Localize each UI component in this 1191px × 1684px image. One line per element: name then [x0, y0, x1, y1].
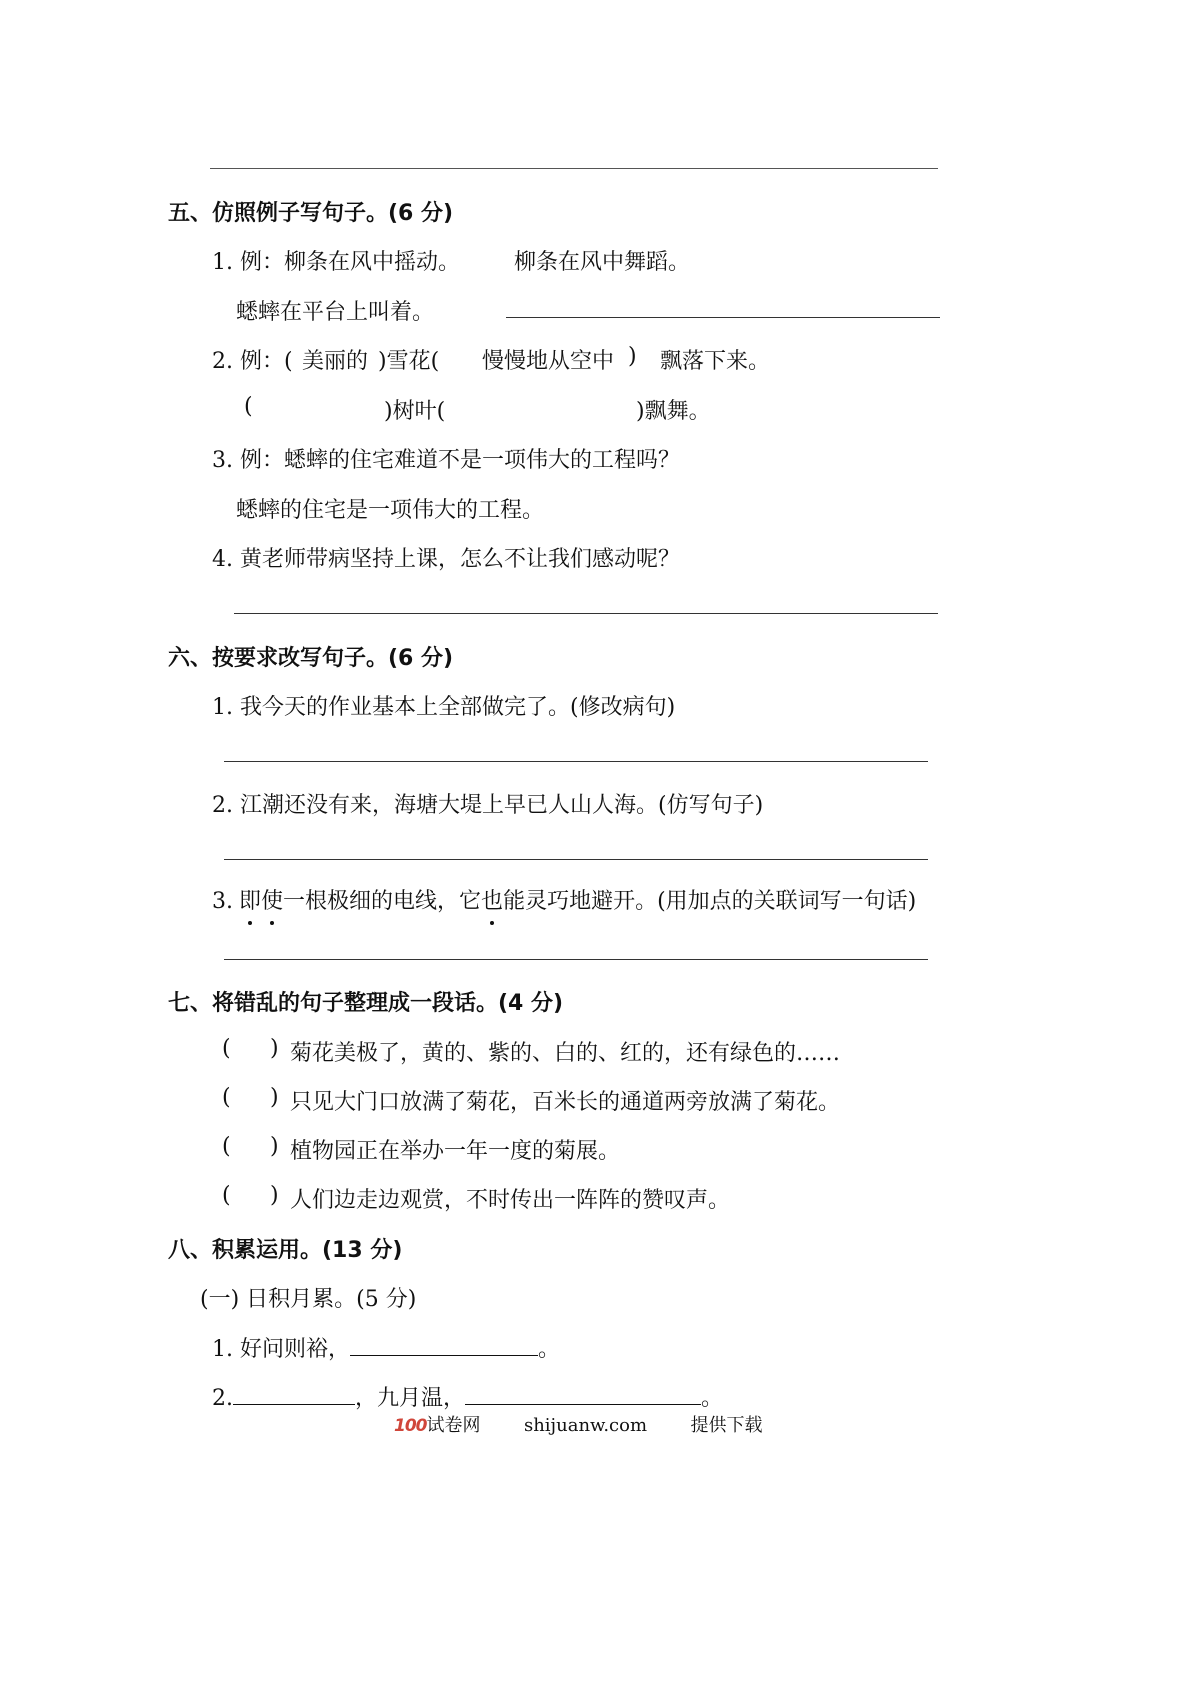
s5-q1-example-a: 1. 例：柳条在风中摇动。	[212, 250, 460, 275]
section7-title: 七、将错乱的句子整理成一段话。(4 分)	[168, 991, 564, 1016]
s8-q2-blank-2[interactable]	[465, 1384, 701, 1405]
section5-title: 五、仿照例子写句子。(6 分)	[168, 201, 454, 226]
s7-item-4-text: 人们边走边观赏，不时传出一阵阵的赞叹声。	[290, 1188, 731, 1213]
s5-q2-example-d: 慢慢地从空中	[482, 349, 615, 374]
s5-q1-example-b: 柳条在风中舞蹈。	[514, 250, 691, 275]
s8-q1	[212, 1332, 560, 1363]
s8-q2-mid: ，九月温，	[355, 1386, 466, 1411]
s5-q3-answer: 蟋蟀的住宅是一项伟大的工程。	[236, 498, 545, 523]
s5-q1-answer-line[interactable]	[506, 317, 940, 318]
s7-item-4-open: (	[222, 1183, 231, 1208]
s7-item-3-open: (	[222, 1134, 231, 1159]
s7-item-1-close: )	[270, 1036, 279, 1061]
s6-q3-dotted-char-1: 即	[239, 884, 261, 915]
s5-q2-example-e: )	[628, 344, 637, 369]
s7-item-3-close: )	[270, 1134, 279, 1159]
s6-q2: 2. 江潮还没有来，海塘大堤上早已人山人海。(仿写句子)	[212, 793, 764, 818]
top-divider	[210, 168, 938, 169]
s5-q2-prompt-b: )树叶(	[384, 399, 446, 424]
section6-title: 六、按要求改写句子。(6 分)	[168, 646, 454, 671]
s6-q3-answer-line[interactable]	[224, 959, 928, 960]
s8-q2-end: 。	[701, 1386, 724, 1411]
s7-item-1-text: 菊花美极了，黄的、紫的、白的、红的，还有绿色的……	[290, 1041, 841, 1066]
footer	[394, 1411, 763, 1437]
s5-q2-prompt-a: (	[244, 394, 253, 419]
s7-item-1-open: (	[222, 1036, 231, 1061]
s5-q4-prompt: 4. 黄老师带病坚持上课，怎么不让我们感动呢？	[212, 547, 680, 572]
s8-q2	[212, 1381, 723, 1412]
s6-q1: 1. 我今天的作业基本上全部做完了。(修改病句)	[212, 695, 676, 720]
s6-q3-mid: 一根极细的电线，它	[283, 889, 482, 914]
s8-q1-blank[interactable]	[350, 1335, 538, 1356]
s6-q3-dotted-char-2: 使	[261, 884, 283, 915]
s6-q1-answer-line[interactable]	[224, 761, 928, 762]
s6-q2-answer-line[interactable]	[224, 859, 928, 860]
s5-q2-example-a: 2. 例：(	[212, 349, 293, 374]
s7-item-2-open: (	[222, 1085, 231, 1110]
section8-title: 八、积累运用。(13 分)	[168, 1238, 403, 1263]
s7-item-3-text: 植物园正在举办一年一度的菊展。	[290, 1139, 621, 1164]
s5-q3-example: 3. 例：蟋蟀的住宅难道不是一项伟大的工程吗？	[212, 448, 680, 473]
s8-q2-num: 2.	[212, 1386, 233, 1411]
s8-q2-blank-1[interactable]	[233, 1384, 355, 1405]
s5-q1-prompt: 蟋蟀在平台上叫着。	[236, 300, 435, 325]
s5-q2-example-c: )雪花(	[378, 349, 440, 374]
s5-q2-prompt-c: )飘舞。	[636, 399, 711, 424]
s8-subsection-1: (一) 日积月累。(5 分)	[200, 1287, 417, 1312]
s5-q4-answer-line[interactable]	[234, 613, 938, 614]
s7-item-4-close: )	[270, 1183, 279, 1208]
footer-site-name: 试卷网	[426, 1415, 481, 1436]
footer-provide-download: 提供下载	[690, 1415, 763, 1436]
footer-url[interactable]: shijuanw.com	[523, 1415, 648, 1436]
s6-q3-rest: 能灵巧地避开。(用加点的关联词写一句话)	[503, 889, 917, 914]
footer-logo: 100	[394, 1416, 427, 1436]
s5-q2-example-f: 飘落下来。	[660, 349, 771, 374]
s8-q1-end: 。	[537, 1337, 560, 1362]
s8-q1-text: 1. 好问则裕，	[212, 1337, 350, 1362]
s7-item-2-close: )	[270, 1085, 279, 1110]
s6-q3	[212, 884, 916, 915]
s7-item-2-text: 只见大门口放满了菊花，百米长的通道两旁放满了菊花。	[290, 1090, 841, 1115]
s6-q3-prefix: 3.	[212, 889, 233, 914]
s6-q3-dotted-char-3: 也	[481, 884, 503, 915]
s5-q2-example-b: 美丽的	[302, 349, 369, 374]
